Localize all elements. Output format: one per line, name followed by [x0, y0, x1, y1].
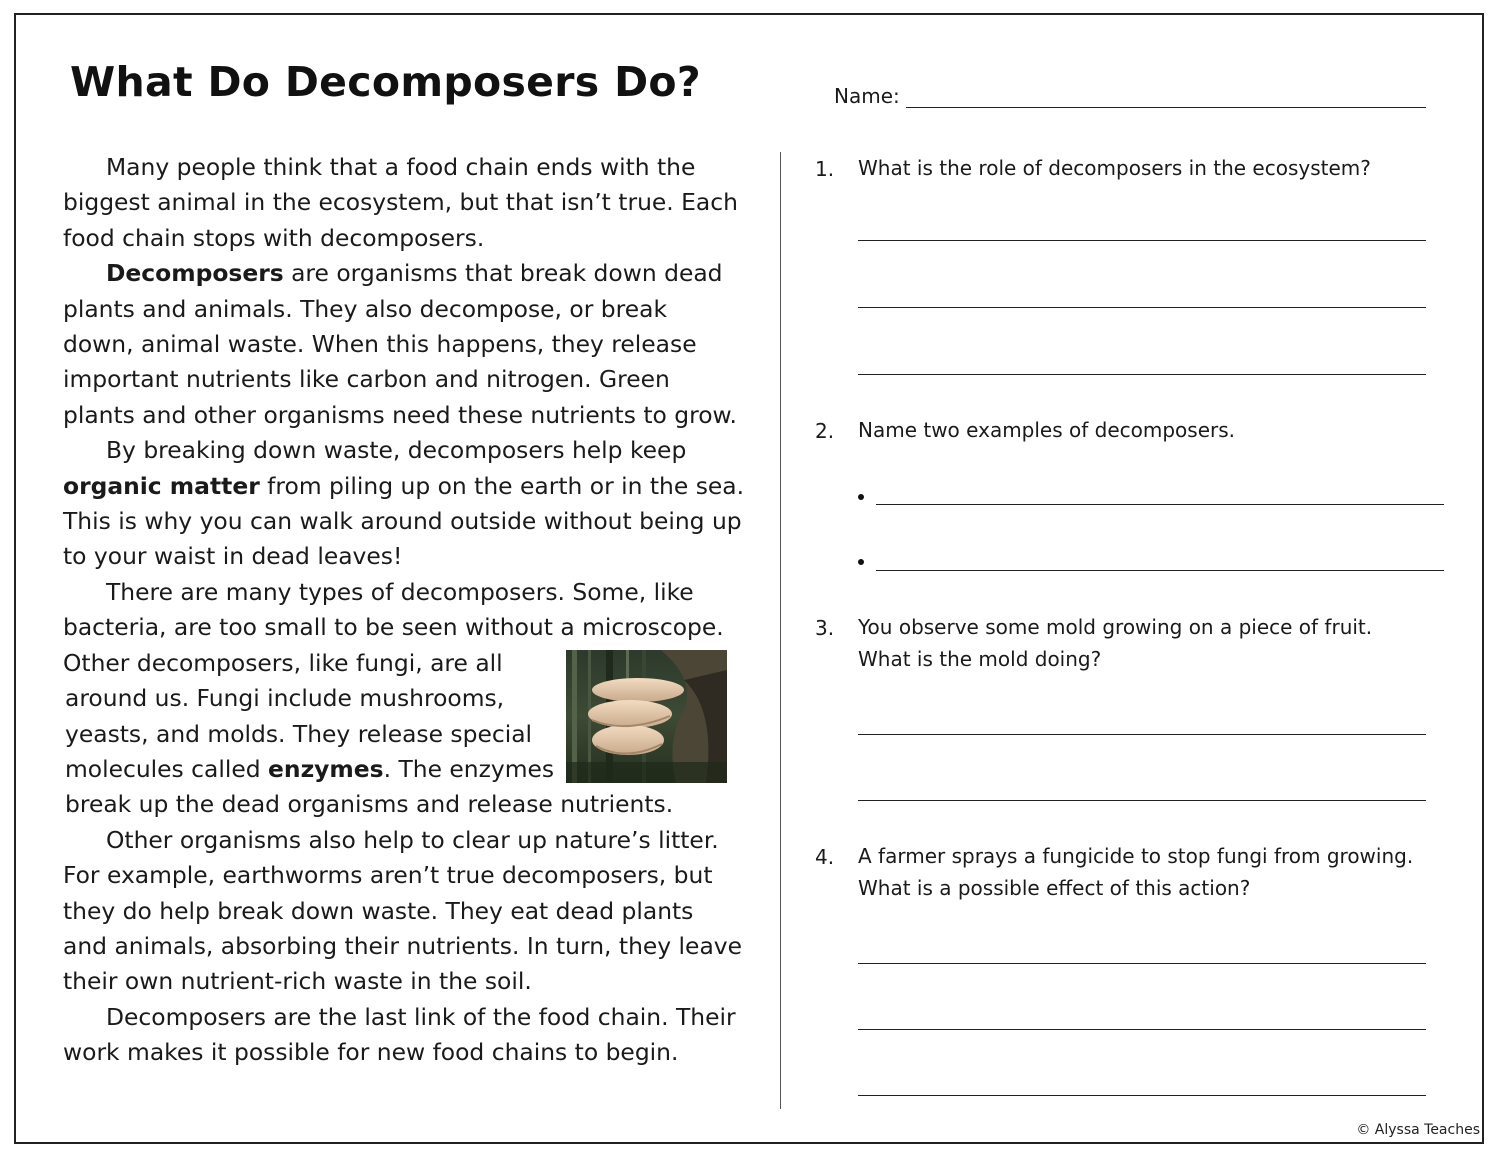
passage-line: Other organisms also help to clear up nature’s litter. [106, 825, 719, 854]
answer-line[interactable] [858, 800, 1426, 801]
question-text: What is the mold doing? [858, 647, 1102, 671]
answer-line[interactable] [858, 963, 1426, 964]
passage-line: to your waist in dead leaves! [63, 542, 403, 571]
reading-passage [63, 150, 753, 1071]
copyright-notice: © Alyssa Teaches [1356, 1122, 1480, 1138]
passage-line: bacteria, are too small to be seen without a microscope. [63, 613, 724, 642]
answer-line[interactable] [858, 240, 1426, 241]
passage-line: Many people think that a food chain ends with the [106, 153, 696, 181]
passage-line: their own nutrient-rich waste in the soil. [63, 967, 532, 996]
answer-line[interactable] [876, 504, 1444, 505]
passage-line: they do help break down waste. They eat dead plants [63, 896, 694, 925]
passage-line: food chain stops with decomposers. [63, 223, 485, 252]
passage-line: plants and animals. They also decompose, or break [63, 294, 667, 323]
vocab-term: Decomposers [106, 259, 284, 288]
vocab-term: organic matter [63, 471, 260, 500]
question-text: You observe some mold growing on a piece of fruit. [858, 615, 1373, 639]
passage-line: There are many types of decomposers. Some, like [106, 577, 694, 606]
passage-line: important nutrients like carbon and nitrogen. Green [63, 365, 670, 394]
mushroom-photo [566, 650, 727, 783]
passage-line: biggest animal in the ecosystem, but that isn’t true. Each [63, 188, 738, 217]
passage-line: around us. Fungi include mushrooms, [65, 684, 505, 713]
worksheet-title: What Do Decomposers Do? [70, 58, 701, 106]
answer-line[interactable] [858, 307, 1426, 308]
passage-line: work makes it possible for new food chains to begin. [63, 1038, 679, 1067]
question-number: 2. [815, 419, 835, 443]
answer-line[interactable] [858, 734, 1426, 735]
passage-line: organic matter from piling up on the earth or in the sea. [63, 471, 745, 500]
name-field [834, 84, 1426, 108]
bullet-icon [858, 494, 864, 500]
passage-line: Other decomposers, like fungi, are all [63, 648, 503, 677]
name-label: Name: [834, 84, 900, 108]
passage-line: By breaking down waste, decomposers help keep [106, 436, 687, 465]
answer-line[interactable] [858, 1095, 1426, 1096]
passage-line: down, animal waste. When this happens, they release [63, 330, 697, 359]
question-text: Name two examples of decomposers. [858, 418, 1236, 442]
passage-line: yeasts, and molds. They release special [65, 719, 533, 748]
question-text: A farmer sprays a fungicide to stop fungi from growing. [858, 844, 1414, 868]
question-number: 3. [815, 616, 835, 640]
passage-line: For example, earthworms aren’t true decomposers, but [63, 861, 713, 890]
passage-line: plants and other organisms need these nutrients to grow. [63, 400, 737, 429]
question-text: What is a possible effect of this action? [858, 876, 1251, 900]
passage-line: Decomposers are the last link of the food chain. Their [106, 1002, 736, 1031]
passage-line: break up the dead organisms and release nutrients. [65, 790, 674, 819]
name-answer-line[interactable] [906, 87, 1426, 108]
passage-line: Decomposers are organisms that break down dead [106, 259, 723, 288]
answer-line[interactable] [858, 374, 1426, 375]
question-number: 1. [815, 157, 835, 181]
answer-line[interactable] [876, 570, 1444, 571]
passage-line: molecules called enzymes. The enzymes [65, 754, 555, 783]
column-divider [780, 152, 781, 1109]
question-text: What is the role of decomposers in the ecosystem? [858, 156, 1371, 180]
vocab-term: enzymes [268, 754, 384, 783]
answer-line[interactable] [858, 1029, 1426, 1030]
bullet-icon [858, 559, 864, 565]
question-number: 4. [815, 845, 835, 869]
passage-line: and animals, absorbing their nutrients. In turn, they leave [63, 931, 743, 960]
passage-line: This is why you can walk around outside without being up [63, 507, 742, 536]
